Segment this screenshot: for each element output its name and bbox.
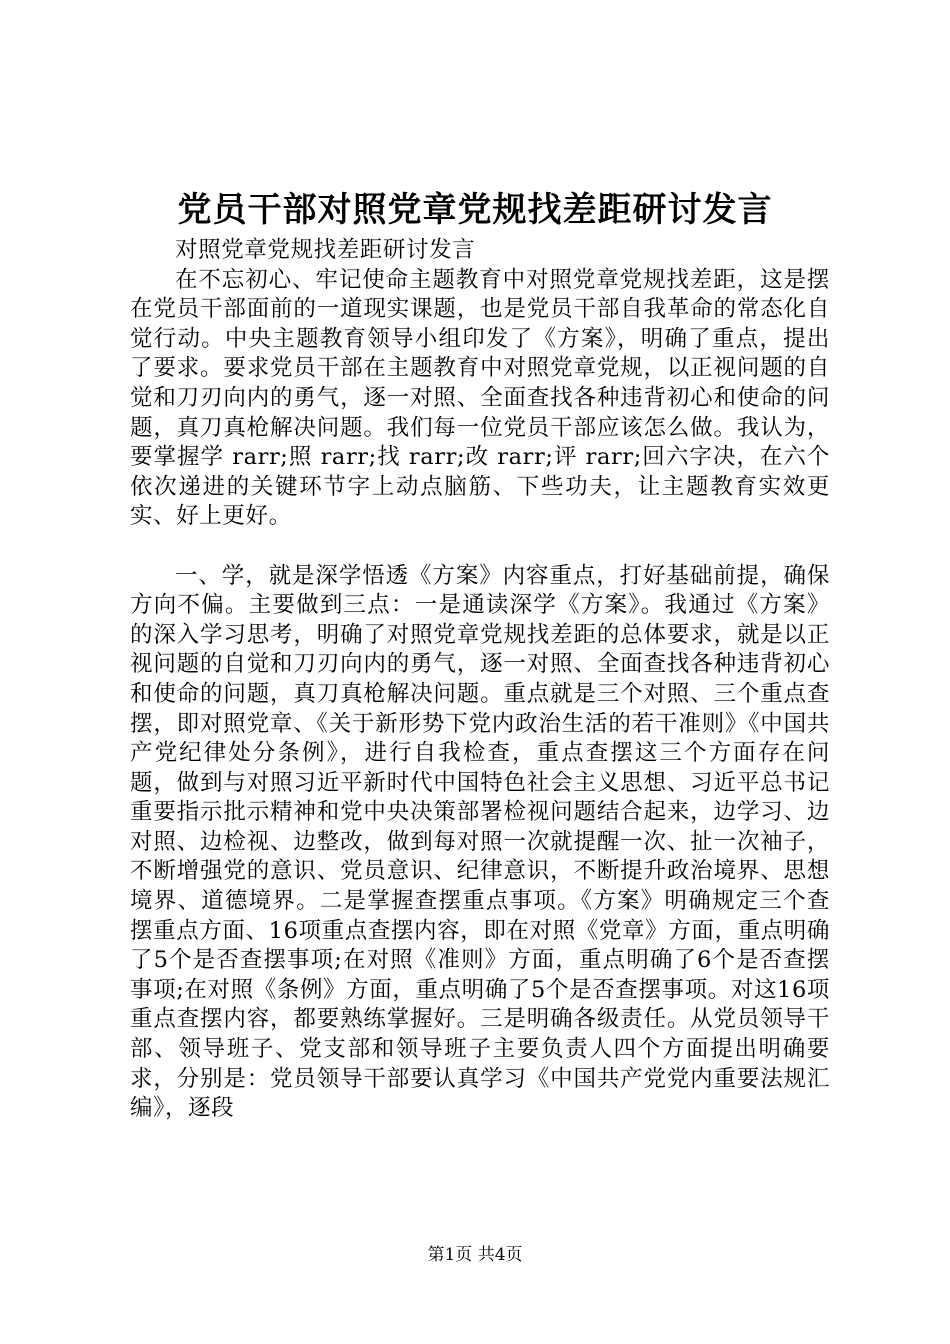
document-body [130, 236, 830, 1124]
paragraph-section-one: 一、学，就是深学悟透《方案》内容重点，打好基础前提，确保方向不偏。主要做到三点：一是通读深学《方案》。我通过《方案》的深入学习思考，明确了对照党章党规找差距的总体要求，就是以正视问题的自觉和刀刃向内的勇气，逐一对照、全面查找各种违背初心和使命的问题，真刀真枪解决问题。重点就是三个对照、三个重点查摆，即对照党章、《关于新形势下党内政治生活的若干准则》《中国共产党纪律处分条例》，进行自我检查，重点查摆这三个方面存在问题，做到与对照习近平新时代中国特色社会主义思想、习近平总书记重要指示批示精神和党中央决策部署检视问题结合起来，边学习、边对照、边检视、边整改，做到每对照一次就提醒一次、扯一次袖子，不断增强党的意识、党员意识、纪律意识，不断提升政治境界、思想境界、道德境界。二是掌握查摆重点事项。《方案》明确规定三个查摆重点方面、16项重点查摆内容，即在对照《党章》方面，重点明确了5个是否查摆事项;在对照《准则》方面，重点明确了6个是否查摆事项;在对照《条例》方面，重点明确了5个是否查摆事项。对这16项重点查摆内容，都要熟练掌握好。三是明确各级责任。从党员领导干部、领导班子、党支部和领导班子主要负责人四个方面提出明确要求，分别是：党员领导干部要认真学习《中国共产党党内重要法规汇编》，逐段 [130, 562, 830, 1122]
document-title: 党员干部对照党章党规找差距研讨发言 [177, 190, 773, 230]
paragraph-intro: 在不忘初心、牢记使命主题教育中对照党章党规找差距，这是摆在党员干部面前的一道现实课题，也是党员干部自我革命的常态化自觉行动。中央主题教育领导小组印发了《方案》，明确了重点，提出了要求。要求党员干部在主题教育中对照党章党规，以正视问题的自觉和刀刃向内的勇气，逐一对照、全面查找各种违背初心和使命的问题，真刀真枪解决问题。我们每一位党员干部应该怎么做。我认为，要掌握学 rarr;照 rarr;找 rarr;改 rarr;评 rarr;回六字决，在六个依次递进的关键环节字上动点脑筋、下些功夫，让主题教育实效更实、好上更好。 [130, 266, 830, 530]
document-subtitle: 对照党章党规找差距研讨发言 [175, 237, 476, 263]
page-number: 第1页 共4页 [427, 1245, 523, 1265]
